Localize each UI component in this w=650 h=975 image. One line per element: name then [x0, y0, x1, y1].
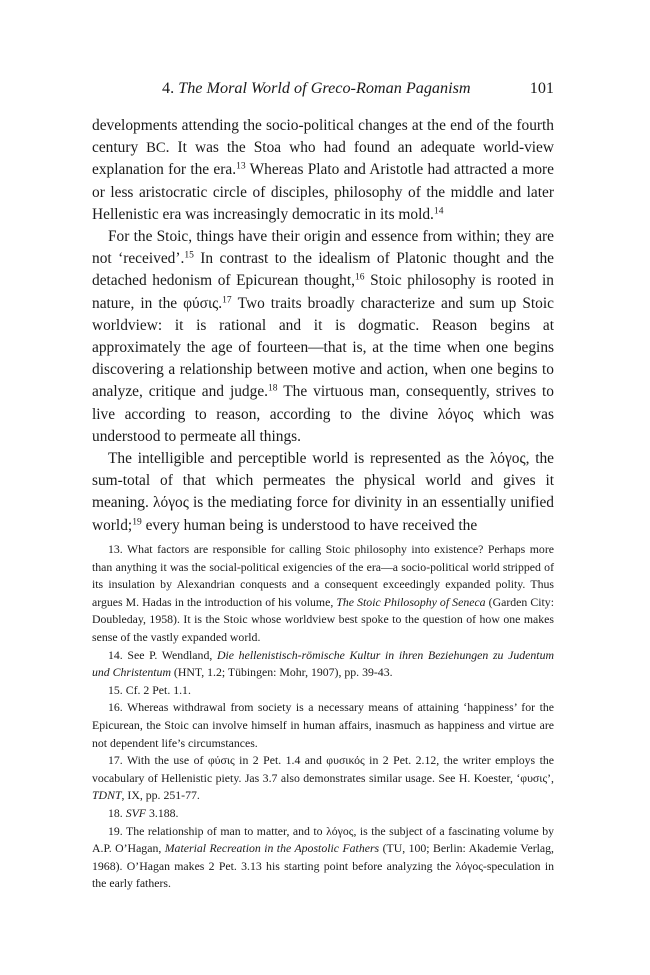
footnote-text: (Garden City: Doubleday, 1958). It is the Stoic whose worldview best spoke to the question of how one makes sense of the vastly expanded world. — [92, 594, 554, 644]
footnote-ref-18[interactable]: 18 — [268, 382, 278, 394]
cited-title: TDNT — [92, 788, 122, 803]
footnote-text: (HNT, 1.2; Tübingen: Mohr, 1907), pp. 39-43. — [170, 665, 393, 680]
footnote-text: 14. See P. Wendland, — [108, 647, 217, 662]
text-run: . It was the Stoa who had found an adequate world-view explanation for the era. — [92, 139, 554, 179]
footnote-ref-19[interactable]: 19 — [132, 515, 142, 527]
footnote-ref-17[interactable]: 17 — [222, 293, 232, 305]
cited-title: SVF — [125, 805, 147, 820]
footnote-text: 13. What factors are responsible for calling Stoic philosophy into existence? Perhaps more than anything it was the social-political exigencies of the era—a socio-political world stripped of its insulation by Alexandrian conquests and a consequent exceedingly expanded polity. Thus argues M. Hadas in the introduction of his volume, — [92, 542, 554, 609]
text-run: Two traits broadly characterize and sum up Stoic worldview: it is rational and it is dogmatic. Reason begins at approximately the age of fourteen—that is, at the time when one begins discovering a relationship between motive and action, when one begins to analyze, critique and judge. — [92, 294, 554, 401]
cited-title: Material Recreation in the Apostolic Fathers — [164, 841, 380, 856]
footnote-text: (TU, 100; Berlin: Akademie Verlag, 1968). O’Hagan makes 2 Pet. 3.13 his starting point before analyzing the λόγος-speculation in the early fathers. — [92, 841, 554, 891]
footnotes — [92, 541, 554, 893]
footnote-ref-13[interactable]: 13 — [236, 160, 246, 172]
footnote-13 — [92, 541, 554, 647]
footnote-text: 3.188. — [146, 805, 179, 820]
chapter-number: 4. — [162, 79, 175, 97]
footnote-text: 16. Whereas withdrawal from society is a necessary means of attaining ‘happiness’ for the Epicurean, the Stoic can involve himself in human affairs, inasmuch as happiness and virtue are not dependent life’s circumstances. — [92, 700, 554, 750]
footnote-16 — [92, 699, 554, 752]
paragraph-2 — [92, 226, 554, 448]
main-text — [92, 115, 554, 537]
page-number: 101 — [529, 79, 554, 97]
text-run: The intelligible and perceptible world is represented as the λόγος, the sum-total of that which permeates the physical world and gives it meaning. λόγος is the mediating force for divinity in an essentially unified world; — [92, 450, 554, 534]
text-run: developments attending the socio-political changes at the end of the fourth century — [92, 117, 554, 157]
footnote-text: 17. With the use of φύσις in 2 Pet. 1.4 and φυσικός in 2 Pet. 2.12, the writer employs the vocabulary of Hellenistic piety. Jas 3.7 also demonstrates similar usage. See H. Koester, ‘φυσις’, — [92, 753, 554, 785]
footnote-text: 15. Cf. 2 Pet. 1.1. — [108, 682, 191, 697]
running-head — [162, 79, 471, 98]
footnote-17 — [92, 752, 554, 805]
paragraph-1 — [92, 115, 554, 226]
footnote-ref-15[interactable]: 15 — [184, 249, 194, 261]
footnote-15 — [92, 682, 554, 700]
footnote-14 — [92, 647, 554, 682]
footnote-19 — [92, 823, 554, 893]
running-header — [92, 79, 558, 101]
footnote-18 — [92, 805, 554, 823]
chapter-title: The Moral World of Greco-Roman Paganism — [178, 79, 471, 97]
text-run: Stoic philosophy is rooted in nature, in the φύσις. — [92, 272, 554, 312]
text-run: For the Stoic, things have their origin and essence from within; they are not ‘received’. — [92, 228, 554, 268]
cited-title: The Stoic Philosophy of Seneca — [336, 594, 486, 609]
footnote-text: , IX, pp. 251-77. — [121, 788, 200, 803]
paragraph-3 — [92, 448, 554, 537]
era-abbreviation: BC — [146, 140, 166, 157]
text-run: every human being is understood to have received the — [141, 516, 478, 534]
text-run: The virtuous man, consequently, strives to live according to reason, according to the divine λόγος which was understood to permeate all things. — [92, 383, 554, 445]
text-run: Whereas Plato and Aristotle had attracted a more or less aristocratic circle of disciples, philosophy of the middle and later Hellenistic era was increasingly democratic in its mold. — [92, 161, 554, 223]
footnote-text: 18. — [108, 805, 126, 820]
cited-title: Die hellenistisch-römische Kultur in ihren Beziehungen zu Judentum und Christentum — [92, 647, 554, 680]
footnote-text: 19. The relationship of man to matter, and to λόγος, is the subject of a fascinating volume by A.P. O’Hagan, — [92, 823, 554, 856]
footnote-ref-16[interactable]: 16 — [354, 271, 365, 283]
footnote-ref-14[interactable]: 14 — [433, 205, 444, 217]
text-run: In contrast to the idealism of Platonic thought and the detached hedonism of Epicurean thought, — [92, 250, 554, 290]
